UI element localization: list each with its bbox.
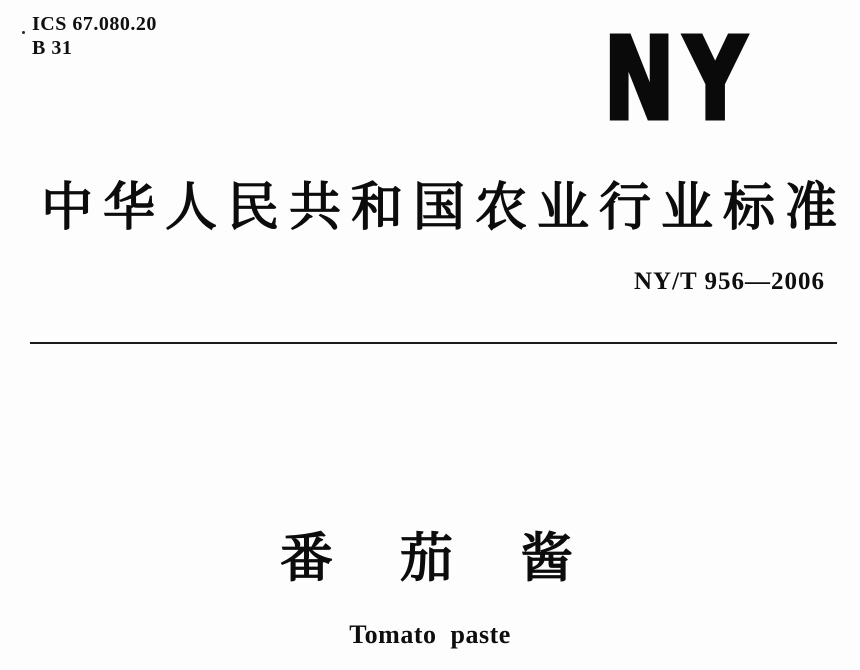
standard-body-logo: NY [604,15,757,145]
classification-code: B 31 [32,37,73,59]
ics-block [32,12,157,60]
standard-number: NY/T 956—2006 [633,268,825,295]
ics-code: ICS 67.080.20 [32,13,157,35]
divider-line [30,342,837,344]
document-title-chinese: 番 茄 酱 [280,528,580,589]
document-title-english: Tomato paste [349,620,511,649]
standard-category-title: 中华人民共和国农业行业标准 [41,178,848,238]
scan-artifact-dot [22,31,25,34]
